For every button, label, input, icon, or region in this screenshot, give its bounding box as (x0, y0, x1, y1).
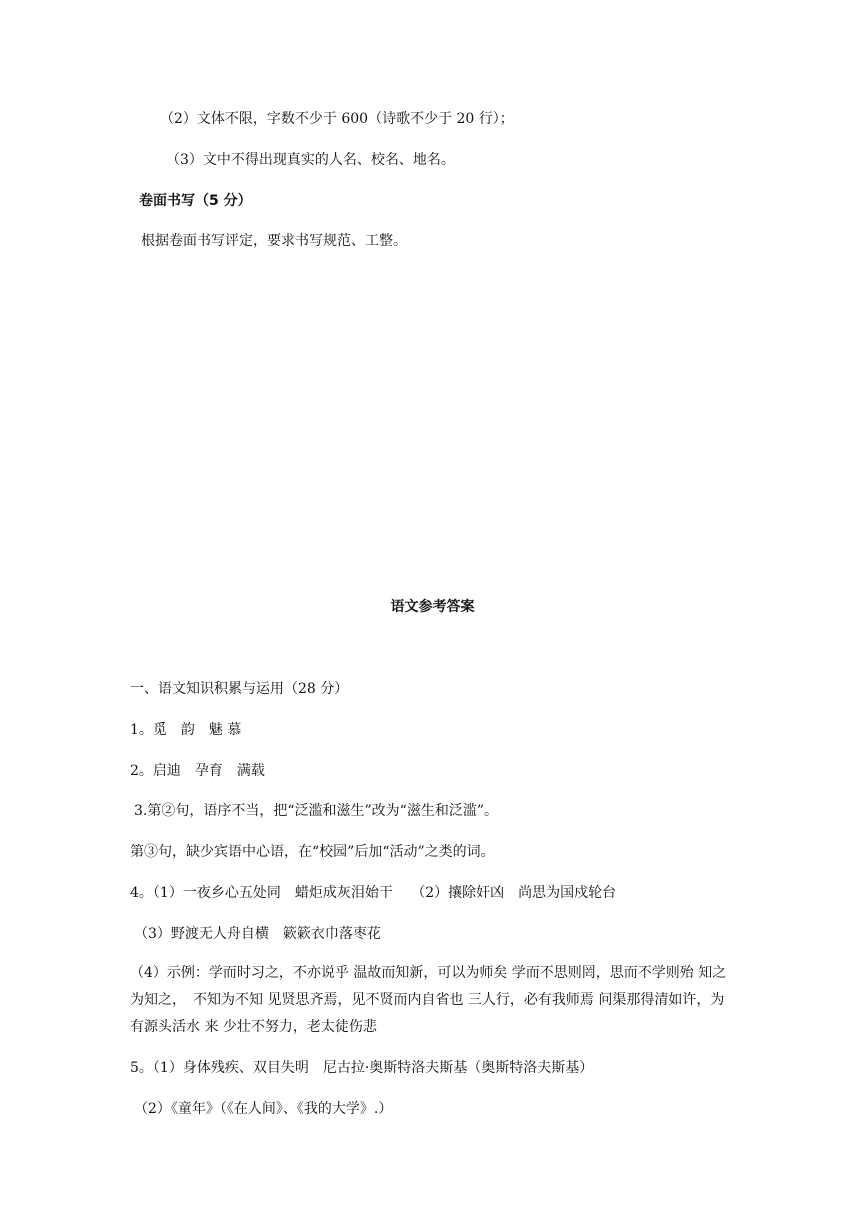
answer-4-line-1: 4。（1）一夜乡心五处同 蜡炬成灰泪始干 （2）攘除奸凶 尚思为国戍轮台 (130, 885, 617, 901)
answer-3-line-2: 第③句，缺少宾语中心语，在“校园”后加“活动”之类的词。 (130, 844, 495, 860)
requirement-item-2: （2）文体不限，字数不少于 600（诗歌不少于 20 行）； (160, 111, 514, 127)
answer-4-line-2: （3）野渡无人舟自横 簌簌衣巾落枣花 (134, 926, 381, 942)
requirement-item-3: （3）文中不得出现真实的人名、校名、地名。 (166, 152, 455, 168)
answers-title: 语文参考答案 (390, 599, 475, 615)
section-heading: 一、语文知识积累与运用（28 分） (130, 681, 349, 697)
answer-4-line-3: （4）示例：学而时习之，不亦说乎 温故而知新，可以为师矣 学而不思则罔，思而不学则殆 知之为知之， 不知为不知 见贤思齐焉，见不贤而内自省也 三人行，必有我师焉 问渠那得清如许，为有源头活水 来 少壮不努力，老太徒伤悲 (130, 965, 727, 1035)
handwriting-heading: 卷面书写（5 分） (139, 193, 252, 209)
answer-1: 1。觅 韵 魅 慕 (130, 722, 242, 738)
answer-3-line-1: 3.第②句，语序不当，把“泛滥和滋生”改为“滋生和泛滥”。 (134, 803, 498, 819)
answer-2: 2。启迪 孕育 满载 (130, 763, 265, 779)
answer-5-line-1: 5。（1）身体残疾、双目失明 尼古拉·奥斯特洛夫斯基（奥斯特洛夫斯基） (130, 1060, 594, 1076)
answer-5-line-2: （2）《童年》（《在人间》、《我的大学》.） (134, 1101, 393, 1117)
handwriting-text: 根据卷面书写评定，要求书写规范、工整。 (141, 233, 407, 249)
